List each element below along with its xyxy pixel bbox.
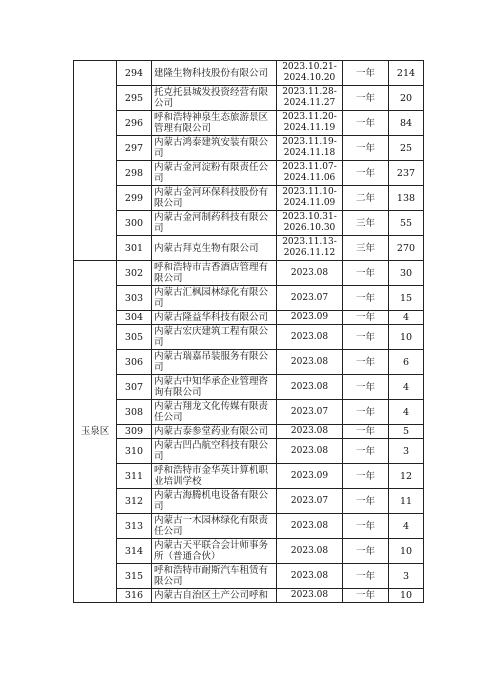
company-name-cell: [152, 211, 277, 236]
date-line: 2024.11.09: [283, 198, 336, 208]
company-name-line: 内蒙古瑞嘉吊装服务有限公: [154, 351, 269, 362]
company-name-cell: [152, 186, 277, 211]
date-cell: [277, 286, 343, 311]
headcount-cell: 15: [389, 286, 424, 311]
date-cell: [277, 261, 343, 286]
company-name-line: 司: [154, 173, 164, 184]
row-number-cell: 295: [117, 86, 152, 111]
company-name-line: 司: [154, 362, 164, 373]
date-cell: [277, 211, 343, 236]
company-name-cell: [152, 489, 277, 514]
company-name-line: 管理有限公司: [154, 123, 212, 134]
date-line: 2023.09: [290, 312, 329, 322]
row-number-cell: 308: [117, 400, 152, 425]
date-line: 2023.08: [290, 445, 329, 456]
company-name-cell: [152, 425, 277, 439]
headcount-cell: 4: [389, 400, 424, 425]
table-row: [74, 211, 424, 236]
row-number-cell: 301: [117, 236, 152, 261]
company-name-line: 所（普通合伙）: [154, 551, 221, 562]
row-number-cell: 307: [117, 375, 152, 400]
row-number-cell: 302: [117, 261, 152, 286]
date-cell: [277, 425, 343, 439]
table-row: [74, 375, 424, 400]
company-name-line: 司: [154, 223, 164, 234]
date-line: 2023.07: [290, 495, 329, 506]
headcount-cell: 3: [389, 564, 424, 589]
term-cell: 一年: [343, 514, 389, 539]
table-row: [74, 514, 424, 539]
company-name-cell: [152, 311, 277, 325]
term-cell: 一年: [343, 286, 389, 311]
table-row: [74, 261, 424, 286]
term-cell: 三年: [343, 211, 389, 236]
company-name-cell: [152, 136, 277, 161]
headcount-cell: 4: [389, 311, 424, 325]
company-name-line: 限公司: [154, 273, 183, 284]
term-cell: 一年: [343, 400, 389, 425]
company-name-line: 司: [154, 337, 164, 348]
term-cell: 一年: [343, 375, 389, 400]
company-name-line: 业培训学校: [154, 476, 202, 487]
date-line: 2023.08: [290, 331, 329, 342]
date-line: 2023.08: [290, 267, 329, 278]
company-name-line: 呼和浩特市金华英计算机职: [154, 465, 269, 476]
company-name-cell: [152, 514, 277, 539]
table-row: [74, 286, 424, 311]
date-line: 2024.11.18: [283, 148, 336, 158]
row-number-cell: 305: [117, 325, 152, 350]
row-number-cell: 298: [117, 161, 152, 186]
term-cell: 一年: [343, 111, 389, 136]
date-cell: [277, 375, 343, 400]
company-name-line: 内蒙古泰参堂药业有限公司: [154, 426, 269, 437]
table-row: [74, 589, 424, 603]
date-line: 2024.11.06: [283, 173, 336, 183]
term-cell: 一年: [343, 539, 389, 564]
company-name-line: 呼和浩特市吉香酒店管理有: [154, 262, 269, 273]
date-cell: [277, 136, 343, 161]
date-cell: [277, 464, 343, 489]
company-name-line: 任公司: [154, 412, 183, 423]
date-line: 2023.11.20-: [282, 112, 337, 122]
company-name-line: 托克托县城发投资经营有限: [154, 87, 269, 98]
company-name-line: 司: [154, 451, 164, 462]
term-cell: 一年: [343, 311, 389, 325]
headcount-cell: 11: [389, 489, 424, 514]
date-cell: [277, 589, 343, 603]
date-cell: [277, 400, 343, 425]
company-name-line: 司: [154, 298, 164, 309]
date-line: 2023.10.31-: [282, 212, 337, 222]
headcount-cell: 20: [389, 86, 424, 111]
date-cell: [277, 514, 343, 539]
company-name-line: 司: [154, 148, 164, 159]
term-cell: 一年: [343, 325, 389, 350]
headcount-cell: 10: [389, 325, 424, 350]
term-cell: 二年: [343, 186, 389, 211]
company-name-line: 内蒙古海腾机电设备有限公: [154, 490, 269, 501]
date-line: 2023.08: [290, 381, 329, 392]
company-name-line: 呼和浩特神泉生态旅游景区: [154, 112, 269, 123]
date-line: 2023.08: [290, 426, 329, 436]
headcount-cell: 84: [389, 111, 424, 136]
table-row: [74, 186, 424, 211]
date-cell: [277, 111, 343, 136]
enterprise-table: [73, 60, 424, 603]
enterprise-table-body: [74, 61, 424, 603]
date-line: 2023.11.10-: [282, 187, 337, 197]
headcount-cell: 6: [389, 350, 424, 375]
date-line: 2023.10.21-: [282, 62, 337, 72]
company-name-cell: [152, 439, 277, 464]
date-cell: [277, 311, 343, 325]
table-row: [74, 489, 424, 514]
date-line: 2023.08: [290, 520, 329, 531]
company-name-cell: [152, 564, 277, 589]
row-number-cell: 297: [117, 136, 152, 161]
company-name-cell: [152, 464, 277, 489]
headcount-cell: 4: [389, 375, 424, 400]
row-number-cell: 306: [117, 350, 152, 375]
term-cell: 一年: [343, 564, 389, 589]
date-line: 2023.08: [290, 356, 329, 367]
table-row: [74, 564, 424, 589]
table-row: [74, 539, 424, 564]
headcount-cell: 138: [389, 186, 424, 211]
company-name-line: 内蒙古金河制药科技有限公: [154, 212, 269, 223]
district-cell: 玉泉区: [74, 261, 117, 603]
table-row: [74, 464, 424, 489]
table-row: [74, 111, 424, 136]
company-name-cell: [152, 86, 277, 111]
date-cell: [277, 350, 343, 375]
date-cell: [277, 86, 343, 111]
company-name-line: 任公司: [154, 526, 183, 537]
date-line: 2024.10.20: [283, 73, 336, 83]
date-cell: [277, 161, 343, 186]
term-cell: 三年: [343, 236, 389, 261]
date-line: 2024.11.19: [283, 123, 336, 133]
table-row: [74, 161, 424, 186]
company-name-cell: [152, 261, 277, 286]
date-line: 2026.10.30: [283, 223, 336, 233]
date-cell: [277, 439, 343, 464]
table-row: [74, 311, 424, 325]
company-name-line: 内蒙古中知华承企业管理咨: [154, 376, 269, 387]
company-name-line: 限公司: [154, 576, 183, 587]
date-cell: [277, 61, 343, 86]
company-name-cell: [152, 111, 277, 136]
company-name-line: 内蒙古自治区土产公司呼和: [154, 590, 269, 601]
headcount-cell: 30: [389, 261, 424, 286]
company-name-line: 内蒙古天平联合会计师事务: [154, 540, 269, 551]
term-cell: 一年: [343, 136, 389, 161]
table-row: [74, 236, 424, 261]
date-cell: [277, 236, 343, 261]
table-row: [74, 350, 424, 375]
headcount-cell: 237: [389, 161, 424, 186]
term-cell: 一年: [343, 439, 389, 464]
company-name-line: 内蒙古金河淀粉有限责任公: [154, 162, 269, 173]
date-cell: [277, 186, 343, 211]
row-number-cell: 299: [117, 186, 152, 211]
headcount-cell: 4: [389, 514, 424, 539]
term-cell: 一年: [343, 61, 389, 86]
district-cell: [74, 61, 117, 261]
company-name-cell: [152, 286, 277, 311]
company-name-cell: [152, 161, 277, 186]
row-number-cell: 315: [117, 564, 152, 589]
company-name-cell: [152, 400, 277, 425]
company-name-line: 内蒙古一木园林绿化有限责: [154, 515, 269, 526]
headcount-cell: 12: [389, 464, 424, 489]
row-number-cell: 311: [117, 464, 152, 489]
company-name-line: 内蒙古凹凸航空科技有限公: [154, 440, 269, 451]
date-line: 2023.08: [290, 570, 329, 581]
date-line: 2023.08: [290, 545, 329, 556]
headcount-cell: 10: [389, 539, 424, 564]
company-name-line: 内蒙古拜克生物有限公司: [154, 242, 259, 254]
date-cell: [277, 489, 343, 514]
row-number-cell: 300: [117, 211, 152, 236]
row-number-cell: 310: [117, 439, 152, 464]
date-line: 2023.11.28-: [282, 87, 337, 97]
company-name-cell: [152, 61, 277, 86]
table-row: [74, 400, 424, 425]
company-name-cell: [152, 325, 277, 350]
headcount-cell: 270: [389, 236, 424, 261]
company-name-line: 内蒙古汇枫园林绿化有限公: [154, 287, 269, 298]
row-number-cell: 303: [117, 286, 152, 311]
headcount-cell: 55: [389, 211, 424, 236]
row-number-cell: 314: [117, 539, 152, 564]
date-line: 2026.11.12: [283, 248, 336, 258]
headcount-cell: 10: [389, 589, 424, 603]
company-name-line: 内蒙古鸿泰建筑安装有限公: [154, 137, 269, 148]
date-line: 2023.08: [290, 590, 329, 600]
company-name-cell: [152, 589, 277, 603]
term-cell: 一年: [343, 464, 389, 489]
company-name-cell: [152, 236, 277, 261]
company-name-line: 询有限公司: [154, 387, 202, 398]
term-cell: 一年: [343, 261, 389, 286]
row-number-cell: 304: [117, 311, 152, 325]
company-name-cell: [152, 375, 277, 400]
company-name-line: 限公司: [154, 198, 183, 209]
table-row: [74, 325, 424, 350]
table-row: [74, 86, 424, 111]
row-number-cell: 309: [117, 425, 152, 439]
date-line: 2023.11.07-: [282, 162, 337, 172]
date-line: 2023.07: [290, 292, 329, 303]
table-row: [74, 439, 424, 464]
term-cell: 一年: [343, 161, 389, 186]
row-number-cell: 316: [117, 589, 152, 603]
company-name-line: 公司: [154, 98, 174, 109]
headcount-cell: 3: [389, 439, 424, 464]
term-cell: 一年: [343, 425, 389, 439]
row-number-cell: 312: [117, 489, 152, 514]
headcount-cell: 5: [389, 425, 424, 439]
headcount-cell: 214: [389, 61, 424, 86]
company-name-line: 内蒙古隆益华科技有限公司: [154, 312, 269, 323]
date-line: 2023.09: [290, 470, 329, 481]
company-name-line: 内蒙古宏庆建筑工程有限公: [154, 326, 269, 337]
date-line: 2023.11.13-: [282, 237, 337, 247]
table-row: [74, 61, 424, 86]
company-name-cell: [152, 350, 277, 375]
company-name-line: 呼和浩特市耐斯汽车租赁有: [154, 565, 269, 576]
row-number-cell: 313: [117, 514, 152, 539]
company-name-cell: [152, 539, 277, 564]
table-row: [74, 425, 424, 439]
table-row: [74, 136, 424, 161]
row-number-cell: 296: [117, 111, 152, 136]
term-cell: 一年: [343, 86, 389, 111]
company-name-line: 司: [154, 501, 164, 512]
company-name-line: 建隆生物科技股份有限公司: [154, 67, 269, 79]
term-cell: 一年: [343, 350, 389, 375]
term-cell: 一年: [343, 589, 389, 603]
date-line: 2024.11.27: [283, 98, 336, 108]
row-number-cell: 294: [117, 61, 152, 86]
company-name-line: 内蒙古翔龙文化传媒有限责: [154, 401, 269, 412]
date-cell: [277, 325, 343, 350]
date-cell: [277, 539, 343, 564]
date-line: 2023.07: [290, 406, 329, 417]
term-cell: 一年: [343, 489, 389, 514]
company-name-line: 内蒙古金河环保科技股份有: [154, 187, 269, 198]
date-cell: [277, 564, 343, 589]
headcount-cell: 25: [389, 136, 424, 161]
date-line: 2023.11.19-: [282, 137, 337, 147]
